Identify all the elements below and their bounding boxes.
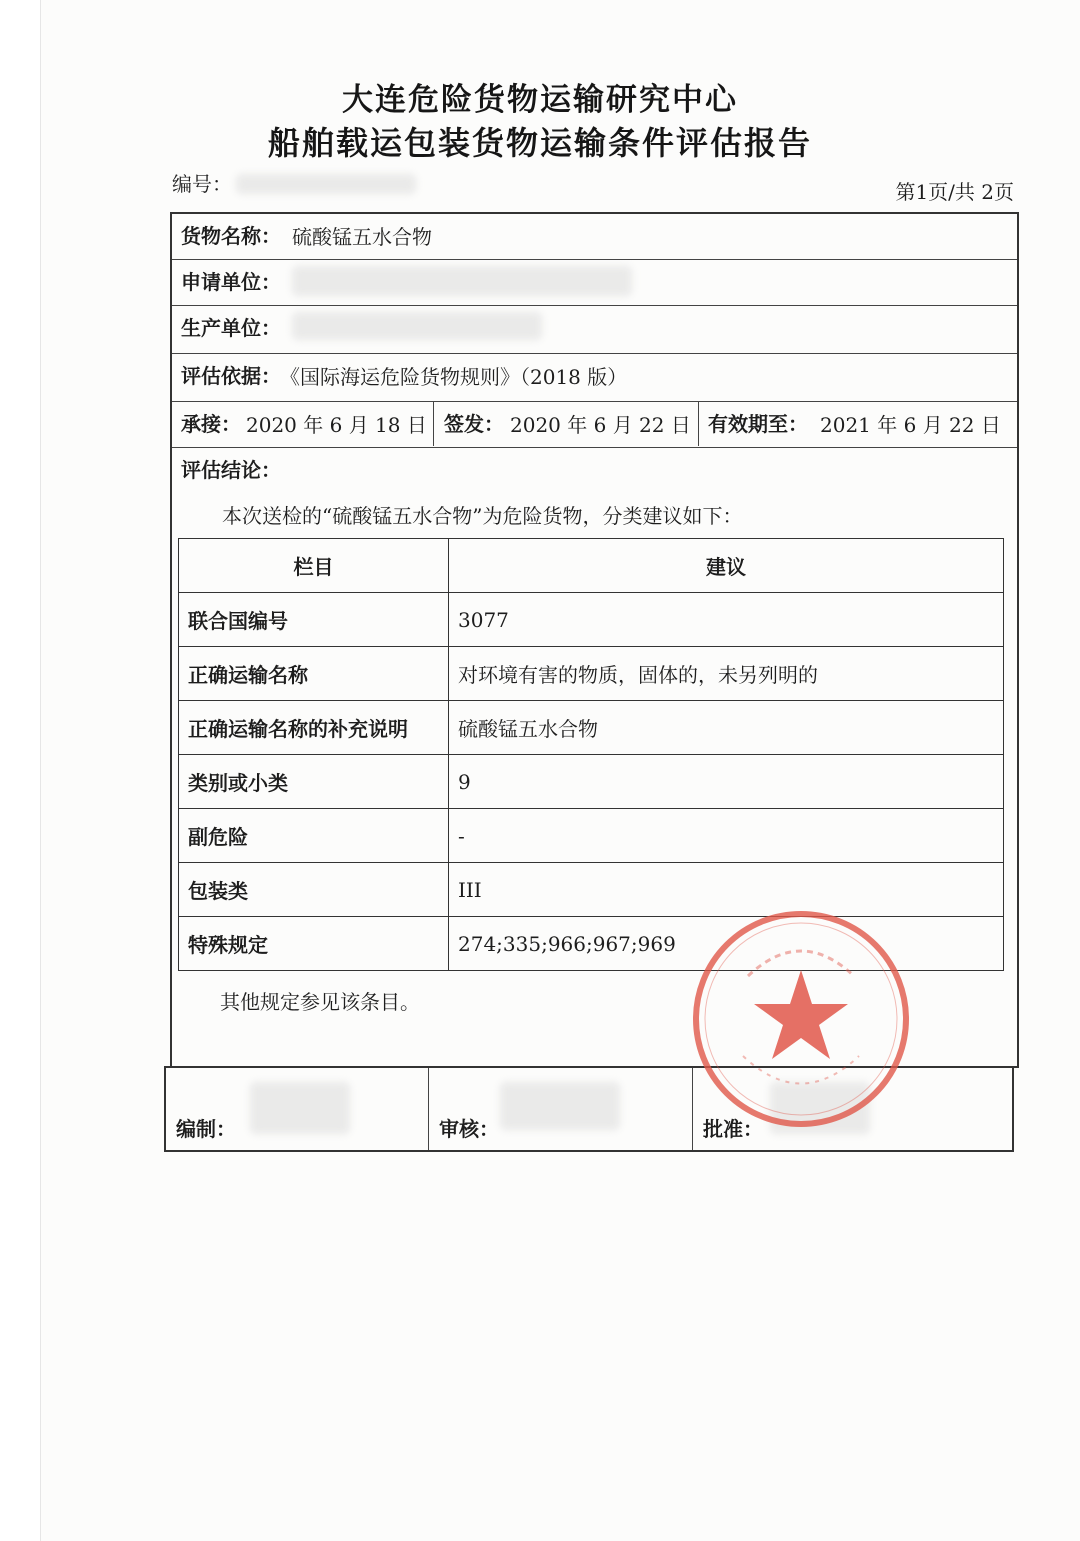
approved-label: 批准： xyxy=(703,1117,763,1141)
row-label: 类别或小类 xyxy=(179,755,449,809)
table-row xyxy=(179,809,1004,863)
row-label: 特殊规定 xyxy=(179,917,449,971)
page-info: 第1页/共 2页 xyxy=(895,180,1014,204)
table-row xyxy=(179,701,1004,755)
table-row xyxy=(179,593,1004,647)
applicant-label: 申请单位： xyxy=(181,270,281,294)
doc-number-label: 编号： xyxy=(172,172,232,196)
valid-value: 2021 年 6 月 22 日 xyxy=(820,413,1001,437)
header-suggestion: 建议 xyxy=(449,539,1004,593)
redacted-producer xyxy=(292,312,542,340)
producer-label: 生产单位： xyxy=(181,316,281,340)
reviewed-label: 审核： xyxy=(439,1117,499,1141)
valid-label: 有效期至： xyxy=(708,412,808,436)
basis-label: 评估依据： xyxy=(181,364,281,388)
conclusion-label: 评估结论： xyxy=(181,458,281,482)
issued-value: 2020 年 6 月 22 日 xyxy=(510,413,691,437)
row-value: 硫酸锰五水合物 xyxy=(449,701,1004,755)
date-divider-1 xyxy=(433,402,434,446)
row-value: III xyxy=(449,863,1004,917)
report-title-org: 大连危险货物运输研究中心 xyxy=(342,82,738,118)
row-value: - xyxy=(449,809,1004,863)
redacted-signature-compiled xyxy=(250,1082,350,1134)
official-seal xyxy=(688,906,914,1132)
accepted-label: 承接： xyxy=(181,412,241,436)
date-divider-2 xyxy=(698,402,699,446)
redacted-doc-number xyxy=(236,174,416,194)
doc-number xyxy=(172,168,232,197)
row-label: 副危险 xyxy=(179,809,449,863)
report-title: 船舶载运包装货物运输条件评估报告 xyxy=(267,124,812,162)
row-label: 包装类 xyxy=(179,863,449,917)
row-dates xyxy=(172,402,1017,448)
compiled-label: 编制： xyxy=(176,1117,236,1141)
row-value: 274;335;966;967;969 xyxy=(449,917,1004,971)
other-provisions-note: 其他规定参见该条目。 xyxy=(220,990,420,1014)
row-cargo xyxy=(172,214,1017,260)
accepted-value: 2020 年 6 月 18 日 xyxy=(246,413,427,437)
table-row xyxy=(179,755,1004,809)
cargo-value: 硫酸锰五水合物 xyxy=(292,225,432,249)
redacted-applicant xyxy=(292,266,632,296)
row-label: 正确运输名称的补充说明 xyxy=(179,701,449,755)
seal-star-icon xyxy=(696,914,906,1124)
row-basis xyxy=(172,354,1017,402)
table-header-row xyxy=(179,539,1004,593)
row-value: 对环境有害的物质，固体的，未另列明的 xyxy=(449,647,1004,701)
basis-value: 《国际海运危险货物规则》（2018 版） xyxy=(280,365,628,389)
row-label: 正确运输名称 xyxy=(179,647,449,701)
conclusion-intro: 本次送检的“硫酸锰五水合物”为危险货物，分类建议如下： xyxy=(222,504,743,528)
row-value: 9 xyxy=(449,755,1004,809)
issued-label: 签发： xyxy=(444,412,504,436)
row-value: 3077 xyxy=(449,593,1004,647)
redacted-signature-reviewed xyxy=(500,1082,620,1130)
cargo-label: 货物名称： xyxy=(181,224,281,248)
row-label: 联合国编号 xyxy=(179,593,449,647)
table-row xyxy=(179,647,1004,701)
header-item: 栏目 xyxy=(179,539,449,593)
